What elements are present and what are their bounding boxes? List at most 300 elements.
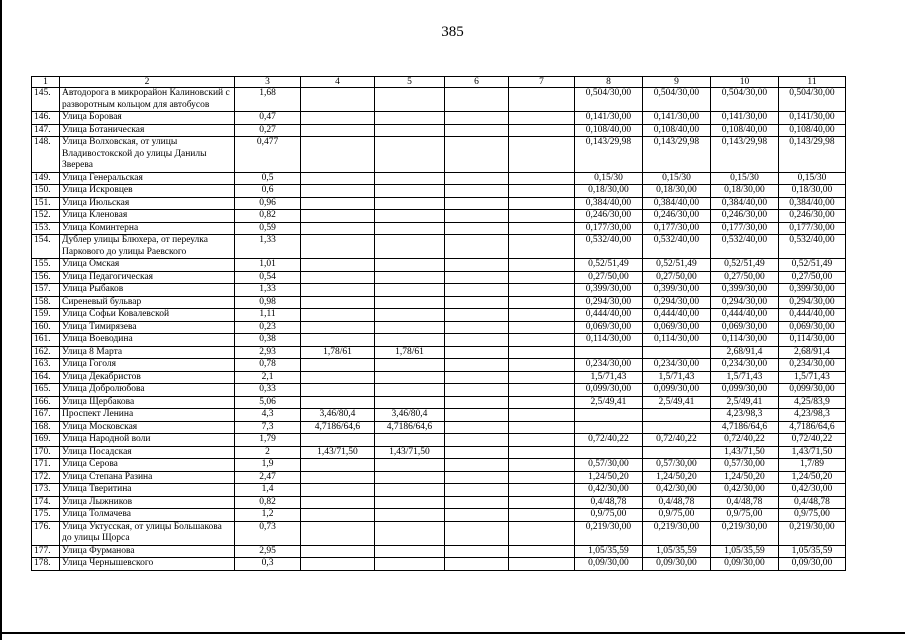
table-row	[32, 185, 846, 198]
col10-cell: 0,108/40,00	[711, 124, 779, 137]
length-cell: 0,27	[235, 124, 301, 137]
table-row	[32, 446, 846, 459]
col9-cell: 0,108/40,00	[643, 124, 711, 137]
col11-cell: 1,43/71,50	[779, 446, 846, 459]
col10-cell: 0,294/30,00	[711, 296, 779, 309]
col5-cell	[375, 185, 445, 198]
col5-cell	[375, 124, 445, 137]
col7-cell	[509, 446, 575, 459]
row-number-cell: 171.	[32, 459, 60, 472]
col8-cell: 0,52/51,49	[575, 259, 643, 272]
col7-cell	[509, 421, 575, 434]
col8-cell	[575, 346, 643, 359]
col9-cell	[643, 346, 711, 359]
row-number-cell: 176.	[32, 521, 60, 545]
street-name-cell: Сиреневый бульвар	[60, 296, 235, 309]
col9-cell	[643, 421, 711, 434]
table-row	[32, 384, 846, 397]
col4-cell	[301, 384, 375, 397]
street-name-cell: Улица Боровая	[60, 112, 235, 125]
col6-cell	[445, 484, 509, 497]
street-name-cell: Улица Коминтерна	[60, 222, 235, 235]
table-row	[32, 334, 846, 347]
table-row	[32, 321, 846, 334]
row-number-cell: 169.	[32, 434, 60, 447]
col9-cell: 0,42/30,00	[643, 484, 711, 497]
roads-table	[31, 76, 846, 571]
table-row	[32, 409, 846, 422]
col4-cell	[301, 371, 375, 384]
street-name-cell: Улица Волховская, от улицы Владивостокской до улицы Данилы Зверева	[60, 137, 235, 173]
col6-cell	[445, 558, 509, 571]
row-number-cell: 174.	[32, 496, 60, 509]
col6-cell	[445, 521, 509, 545]
col6-cell	[445, 197, 509, 210]
row-number-cell: 162.	[32, 346, 60, 359]
col9-cell: 1,24/50,20	[643, 471, 711, 484]
col10-cell: 1,24/50,20	[711, 471, 779, 484]
col7-cell	[509, 197, 575, 210]
col5-cell	[375, 309, 445, 322]
row-number-cell: 152.	[32, 210, 60, 223]
col11-cell: 1,05/35,59	[779, 545, 846, 558]
col7-cell	[509, 271, 575, 284]
col8-cell	[575, 421, 643, 434]
length-cell: 1,33	[235, 235, 301, 259]
col10-cell: 0,57/30,00	[711, 459, 779, 472]
col9-cell: 0,57/30,00	[643, 459, 711, 472]
row-number-cell: 166.	[32, 396, 60, 409]
column-number-header: 4	[301, 77, 375, 88]
col7-cell	[509, 334, 575, 347]
col11-cell: 0,42/30,00	[779, 484, 846, 497]
col9-cell: 0,444/40,00	[643, 309, 711, 322]
col4-cell	[301, 471, 375, 484]
table-row	[32, 296, 846, 309]
length-cell: 1,33	[235, 284, 301, 297]
length-cell: 1,01	[235, 259, 301, 272]
col7-cell	[509, 471, 575, 484]
col11-cell: 0,27/50,00	[779, 271, 846, 284]
col9-cell	[643, 409, 711, 422]
col9-cell: 0,72/40,22	[643, 434, 711, 447]
col4-cell	[301, 321, 375, 334]
column-number-header: 8	[575, 77, 643, 88]
col10-cell: 1,5/71,43	[711, 371, 779, 384]
col8-cell: 0,114/30,00	[575, 334, 643, 347]
table-row	[32, 484, 846, 497]
col6-cell	[445, 346, 509, 359]
col10-cell: 2,68/91,4	[711, 346, 779, 359]
col10-cell: 0,219/30,00	[711, 521, 779, 545]
length-cell: 0,3	[235, 558, 301, 571]
col5-cell	[375, 496, 445, 509]
col10-cell: 0,09/30,00	[711, 558, 779, 571]
col9-cell: 1,05/35,59	[643, 545, 711, 558]
col9-cell: 0,399/30,00	[643, 284, 711, 297]
col10-cell: 0,18/30,00	[711, 185, 779, 198]
col5-cell	[375, 521, 445, 545]
col9-cell: 0,141/30,00	[643, 112, 711, 125]
col10-cell: 0,444/40,00	[711, 309, 779, 322]
col5-cell: 1,78/61	[375, 346, 445, 359]
table-row	[32, 284, 846, 297]
column-number-header: 1	[32, 77, 60, 88]
col4-cell	[301, 558, 375, 571]
col4-cell: 4,7186/64,6	[301, 421, 375, 434]
col6-cell	[445, 471, 509, 484]
row-number-cell: 163.	[32, 359, 60, 372]
col4-cell	[301, 222, 375, 235]
row-number-cell: 154.	[32, 235, 60, 259]
col7-cell	[509, 459, 575, 472]
col11-cell: 0,9/75,00	[779, 509, 846, 522]
col5-cell	[375, 210, 445, 223]
street-name-cell: Улица Степана Разина	[60, 471, 235, 484]
length-cell: 4,3	[235, 409, 301, 422]
col6-cell	[445, 284, 509, 297]
col10-cell: 0,15/30	[711, 172, 779, 185]
col10-cell: 0,532/40,00	[711, 235, 779, 259]
row-number-cell: 164.	[32, 371, 60, 384]
street-name-cell: Улица Ботаническая	[60, 124, 235, 137]
col7-cell	[509, 558, 575, 571]
length-cell: 0,82	[235, 210, 301, 223]
length-cell: 2,1	[235, 371, 301, 384]
col11-cell: 0,384/40,00	[779, 197, 846, 210]
col11-cell: 4,23/98,3	[779, 409, 846, 422]
col7-cell	[509, 222, 575, 235]
col5-cell	[375, 384, 445, 397]
col10-cell: 0,069/30,00	[711, 321, 779, 334]
table-row	[32, 521, 846, 545]
col8-cell: 0,09/30,00	[575, 558, 643, 571]
table-row	[32, 471, 846, 484]
col8-cell: 0,143/29,98	[575, 137, 643, 173]
col9-cell: 1,5/71,43	[643, 371, 711, 384]
length-cell: 0,78	[235, 359, 301, 372]
column-number-header: 2	[60, 77, 235, 88]
table-row	[32, 396, 846, 409]
col11-cell: 0,141/30,00	[779, 112, 846, 125]
col11-cell: 0,219/30,00	[779, 521, 846, 545]
col6-cell	[445, 172, 509, 185]
col6-cell	[445, 271, 509, 284]
col6-cell	[445, 446, 509, 459]
col7-cell	[509, 210, 575, 223]
row-number-cell: 160.	[32, 321, 60, 334]
length-cell: 0,38	[235, 334, 301, 347]
street-name-cell: Улица Кленовая	[60, 210, 235, 223]
col4-cell: 3,46/80,4	[301, 409, 375, 422]
street-name-cell: Улица Педагогическая	[60, 271, 235, 284]
table-row	[32, 558, 846, 571]
col11-cell: 0,246/30,00	[779, 210, 846, 223]
col5-cell	[375, 321, 445, 334]
col11-cell: 0,114/30,00	[779, 334, 846, 347]
col9-cell: 0,219/30,00	[643, 521, 711, 545]
col4-cell	[301, 185, 375, 198]
street-name-cell: Улица Фурманова	[60, 545, 235, 558]
col5-cell	[375, 334, 445, 347]
col9-cell: 0,532/40,00	[643, 235, 711, 259]
col10-cell: 1,43/71,50	[711, 446, 779, 459]
col8-cell: 1,05/35,59	[575, 545, 643, 558]
col7-cell	[509, 124, 575, 137]
col10-cell: 0,384/40,00	[711, 197, 779, 210]
col9-cell: 0,099/30,00	[643, 384, 711, 397]
col6-cell	[445, 296, 509, 309]
col9-cell: 0,15/30	[643, 172, 711, 185]
col6-cell	[445, 124, 509, 137]
length-cell: 0,59	[235, 222, 301, 235]
col11-cell: 0,532/40,00	[779, 235, 846, 259]
col6-cell	[445, 259, 509, 272]
col4-cell	[301, 296, 375, 309]
col11-cell: 0,399/30,00	[779, 284, 846, 297]
col7-cell	[509, 521, 575, 545]
col8-cell: 0,9/75,00	[575, 509, 643, 522]
street-name-cell: Улица Чернышевского	[60, 558, 235, 571]
col6-cell	[445, 545, 509, 558]
row-number-cell: 151.	[32, 197, 60, 210]
length-cell: 2	[235, 446, 301, 459]
row-number-cell: 159.	[32, 309, 60, 322]
col11-cell: 0,18/30,00	[779, 185, 846, 198]
row-number-cell: 146.	[32, 112, 60, 125]
table-row	[32, 459, 846, 472]
col8-cell: 2,5/49,41	[575, 396, 643, 409]
col11-cell: 2,68/91,4	[779, 346, 846, 359]
table-row	[32, 371, 846, 384]
street-name-cell: Улица Лыжников	[60, 496, 235, 509]
col7-cell	[509, 259, 575, 272]
length-cell: 7,3	[235, 421, 301, 434]
col7-cell	[509, 112, 575, 125]
street-name-cell: Автодорога в микрорайон Калиновский с разворотным кольцом для автобусов	[60, 88, 235, 112]
col6-cell	[445, 137, 509, 173]
length-cell: 1,2	[235, 509, 301, 522]
street-name-cell: Улица Серова	[60, 459, 235, 472]
col9-cell: 0,177/30,00	[643, 222, 711, 235]
col7-cell	[509, 509, 575, 522]
col5-cell	[375, 88, 445, 112]
column-number-header: 3	[235, 77, 301, 88]
col7-cell	[509, 309, 575, 322]
col6-cell	[445, 409, 509, 422]
col8-cell: 0,234/30,00	[575, 359, 643, 372]
row-number-cell: 170.	[32, 446, 60, 459]
street-name-cell: Дублер улицы Блюхера, от переулка Паркового до улицы Раевского	[60, 235, 235, 259]
col5-cell	[375, 484, 445, 497]
street-name-cell: Улица Московская	[60, 421, 235, 434]
length-cell: 0,47	[235, 112, 301, 125]
col5-cell: 1,43/71,50	[375, 446, 445, 459]
col6-cell	[445, 421, 509, 434]
table-row	[32, 88, 846, 112]
col10-cell: 0,246/30,00	[711, 210, 779, 223]
col7-cell	[509, 88, 575, 112]
col9-cell: 0,504/30,00	[643, 88, 711, 112]
col5-cell	[375, 434, 445, 447]
col4-cell	[301, 172, 375, 185]
length-cell: 0,54	[235, 271, 301, 284]
street-name-cell: Улица Гоголя	[60, 359, 235, 372]
col11-cell: 0,108/40,00	[779, 124, 846, 137]
table-row	[32, 309, 846, 322]
length-cell: 0,477	[235, 137, 301, 173]
col4-cell	[301, 210, 375, 223]
col6-cell	[445, 112, 509, 125]
col5-cell	[375, 471, 445, 484]
street-name-cell: Улица Софьи Ковалевской	[60, 309, 235, 322]
page-left-border	[0, 0, 2, 640]
col8-cell: 0,099/30,00	[575, 384, 643, 397]
col9-cell: 0,294/30,00	[643, 296, 711, 309]
col9-cell: 0,9/75,00	[643, 509, 711, 522]
col11-cell: 0,099/30,00	[779, 384, 846, 397]
length-cell: 2,93	[235, 346, 301, 359]
col10-cell: 1,05/35,59	[711, 545, 779, 558]
col9-cell: 0,384/40,00	[643, 197, 711, 210]
table-row	[32, 210, 846, 223]
row-number-cell: 178.	[32, 558, 60, 571]
col7-cell	[509, 484, 575, 497]
row-number-cell: 173.	[32, 484, 60, 497]
length-cell: 0,82	[235, 496, 301, 509]
col5-cell	[375, 197, 445, 210]
col9-cell: 0,114/30,00	[643, 334, 711, 347]
col7-cell	[509, 545, 575, 558]
col9-cell: 0,09/30,00	[643, 558, 711, 571]
col6-cell	[445, 371, 509, 384]
col9-cell: 0,246/30,00	[643, 210, 711, 223]
col8-cell: 0,069/30,00	[575, 321, 643, 334]
col10-cell: 0,234/30,00	[711, 359, 779, 372]
col10-cell: 0,42/30,00	[711, 484, 779, 497]
col9-cell: 0,4/48,78	[643, 496, 711, 509]
col10-cell: 0,114/30,00	[711, 334, 779, 347]
street-name-cell: Улица Уктусская, от улицы Большакова до улицы Щорса	[60, 521, 235, 545]
col4-cell	[301, 235, 375, 259]
col6-cell	[445, 496, 509, 509]
col6-cell	[445, 309, 509, 322]
col11-cell: 0,15/30	[779, 172, 846, 185]
col8-cell: 0,399/30,00	[575, 284, 643, 297]
street-name-cell: Улица Щербакова	[60, 396, 235, 409]
length-cell: 1,9	[235, 459, 301, 472]
col11-cell: 0,72/40,22	[779, 434, 846, 447]
street-name-cell: Улица Декабристов	[60, 371, 235, 384]
length-cell: 5,06	[235, 396, 301, 409]
col9-cell: 0,234/30,00	[643, 359, 711, 372]
column-number-header: 6	[445, 77, 509, 88]
table-row	[32, 545, 846, 558]
col11-cell: 0,444/40,00	[779, 309, 846, 322]
row-number-cell: 150.	[32, 185, 60, 198]
col7-cell	[509, 235, 575, 259]
table-row	[32, 509, 846, 522]
street-name-cell: Улица Посадская	[60, 446, 235, 459]
length-cell: 0,98	[235, 296, 301, 309]
col11-cell: 0,09/30,00	[779, 558, 846, 571]
row-number-cell: 156.	[32, 271, 60, 284]
col8-cell	[575, 446, 643, 459]
col4-cell	[301, 259, 375, 272]
col10-cell: 0,099/30,00	[711, 384, 779, 397]
col6-cell	[445, 396, 509, 409]
street-name-cell: Улица 8 Марта	[60, 346, 235, 359]
col4-cell	[301, 197, 375, 210]
row-number-cell: 157.	[32, 284, 60, 297]
col7-cell	[509, 137, 575, 173]
page-bottom-border	[0, 632, 905, 634]
street-name-cell: Проспект Ленина	[60, 409, 235, 422]
col4-cell	[301, 334, 375, 347]
col8-cell: 0,18/30,00	[575, 185, 643, 198]
row-number-cell: 177.	[32, 545, 60, 558]
street-name-cell: Улица Омская	[60, 259, 235, 272]
col8-cell: 0,141/30,00	[575, 112, 643, 125]
col6-cell	[445, 509, 509, 522]
col8-cell: 1,5/71,43	[575, 371, 643, 384]
col5-cell	[375, 284, 445, 297]
col5-cell	[375, 137, 445, 173]
col8-cell: 0,504/30,00	[575, 88, 643, 112]
col10-cell: 0,52/51,49	[711, 259, 779, 272]
col4-cell	[301, 112, 375, 125]
col8-cell	[575, 409, 643, 422]
street-name-cell: Улица Рыбаков	[60, 284, 235, 297]
col4-cell	[301, 509, 375, 522]
col5-cell: 4,7186/64,6	[375, 421, 445, 434]
row-number-cell: 168.	[32, 421, 60, 434]
column-number-header: 10	[711, 77, 779, 88]
col11-cell: 1,24/50,20	[779, 471, 846, 484]
street-name-cell: Улица Воеводина	[60, 334, 235, 347]
col5-cell	[375, 172, 445, 185]
column-number-header: 11	[779, 77, 846, 88]
length-cell: 0,73	[235, 521, 301, 545]
col8-cell: 0,15/30	[575, 172, 643, 185]
length-cell: 1,79	[235, 434, 301, 447]
col4-cell	[301, 521, 375, 545]
col4-cell	[301, 271, 375, 284]
col6-cell	[445, 185, 509, 198]
col8-cell: 0,4/48,78	[575, 496, 643, 509]
col7-cell	[509, 371, 575, 384]
col4-cell: 1,78/61	[301, 346, 375, 359]
col5-cell	[375, 222, 445, 235]
col7-cell	[509, 172, 575, 185]
col5-cell	[375, 459, 445, 472]
col10-cell: 0,4/48,78	[711, 496, 779, 509]
col4-cell	[301, 359, 375, 372]
col11-cell: 0,069/30,00	[779, 321, 846, 334]
col5-cell	[375, 259, 445, 272]
col5-cell: 3,46/80,4	[375, 409, 445, 422]
col4-cell	[301, 434, 375, 447]
col5-cell	[375, 112, 445, 125]
row-number-cell: 148.	[32, 137, 60, 173]
col7-cell	[509, 284, 575, 297]
length-cell: 0,5	[235, 172, 301, 185]
col8-cell: 0,177/30,00	[575, 222, 643, 235]
col8-cell: 0,72/40,22	[575, 434, 643, 447]
col5-cell	[375, 359, 445, 372]
length-cell: 1,4	[235, 484, 301, 497]
col4-cell	[301, 284, 375, 297]
